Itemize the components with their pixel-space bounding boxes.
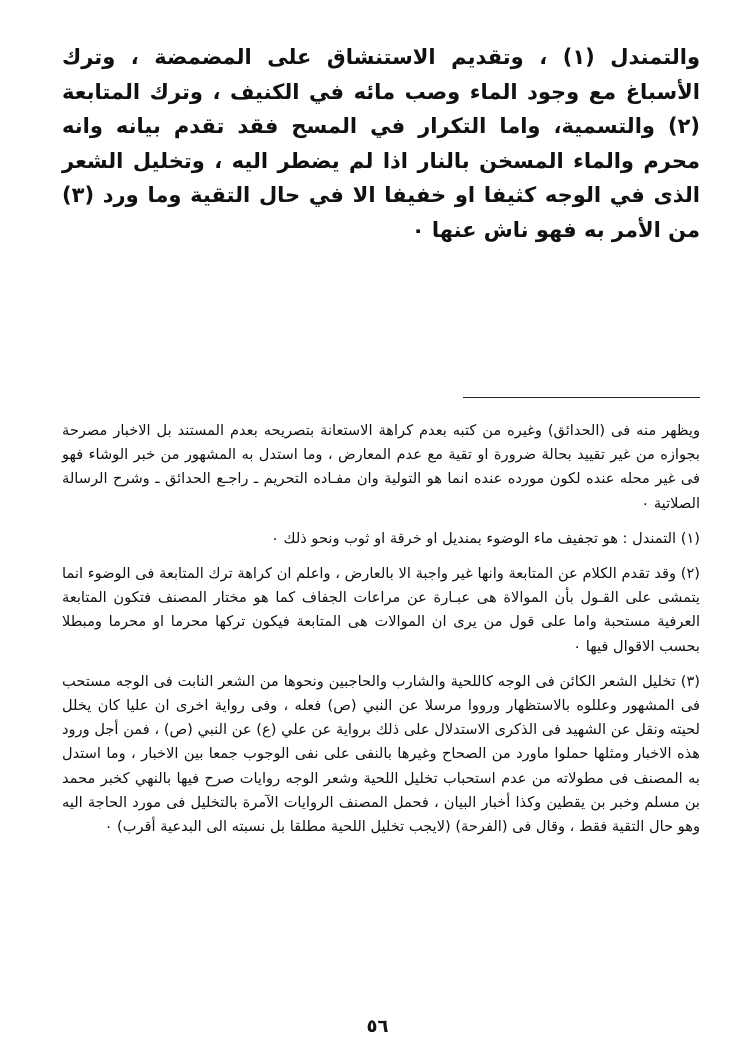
main-text-block: [62, 40, 700, 248]
page-number: ٥٦: [366, 1016, 389, 1037]
footnote-1: (١) التمندل : هو تجفيف ماء الوضوء بمنديل او خرقة او ثوب ونحو ذلك ٠: [271, 529, 700, 547]
footnote-3: (٣) تخليل الشعر الكائن فى الوجه كاللحية والشارب والحاجبين ونحوها من الشعر النابت فى الوجه مستحب فى المشهور وعللوه بالاستظهار ورووا مرسلا عن النبي (ص) فعله ، وفى رواية اخرى ان عليا كان يخلل لحيته ونقل عن الشهيد فى الذكرى الاستدلال على ذلك برواية عن علي (ع) عن النبي (ص) ، فمن أجل ورود هذه الاخبار ومثلها حملوا ماورد من الصحاح وغيرها بالنفى على نفى الوجوب جمعا بين الاخبار ، وما استدل به المصنف فى مطولاته من عدم استحباب تخليل اللحية وشعر الوجه روايات صرح فيها بالنهي كخبر محمد بن مسلم وخبر بن يقطين وكذا أخبار البيان ، فحمل المصنف الروايات الآمرة بالتخليل فى مورد الحاجة اليه وهو حال التقية فقط ، وقال فى (الفرحة) (لايجب تخليل اللحية مطلقا بل نسبته الى البدعية أقرب) ٠: [62, 672, 700, 836]
footnote-continuation: ويظهر منه فى (الحدائق) وغيره من كتبه بعدم كراهة الاستعانة بتصريحه بعدم المستند بل الاخبار مصرحة بجوازه من غير تقييد بحالة ضرورة او تقية مع عدم المعارض ، وما استدل به المشهور من خبر الوشاء فهو فى غير محله عنده لكون مورده عنده انما هو التولية وان مفـاده التحريم ـ راجـع الحدائق ـ وشرح الرسالة الصلاتية ٠: [62, 422, 700, 512]
footnote-separator: [463, 397, 700, 398]
main-paragraph: والتمندل (١) ، وتقديم الاستنشاق على المضمضة ، وترك الأسباغ مع وجود الماء وصب مائه في الكنيف ، وترك المتابعة (٢) والتسمية، واما التكرار في المسح فقد تقدم بيانه وانه محرم والماء المسخن بالنار اذا لم يضطر اليه ، وتخليل الشعر الذى في الوجه كثيفا او خفيفا الا في حال التقية وما ورد (٣) من الأمر به فهو ناش عنها ٠: [62, 45, 701, 242]
footnote-2: (٢) وقد تقدم الكلام عن المتابعة وانها غير واجبة الا بالعارض ، واعلم ان كراهة ترك المتابعة فى الوضوء انما يتمشى على القـول بأن الموالاة هى عبـارة عن مراعات الجفاف كما هو مختار المصنف فتكون المتابعة العرفية مستحبة واما على قول من يرى ان الموالات هى المتابعة فيكون تركها محرما او محرما ومبطلا بحسب الاقوال فيها ٠: [62, 565, 700, 655]
footnotes-block: [62, 419, 700, 839]
